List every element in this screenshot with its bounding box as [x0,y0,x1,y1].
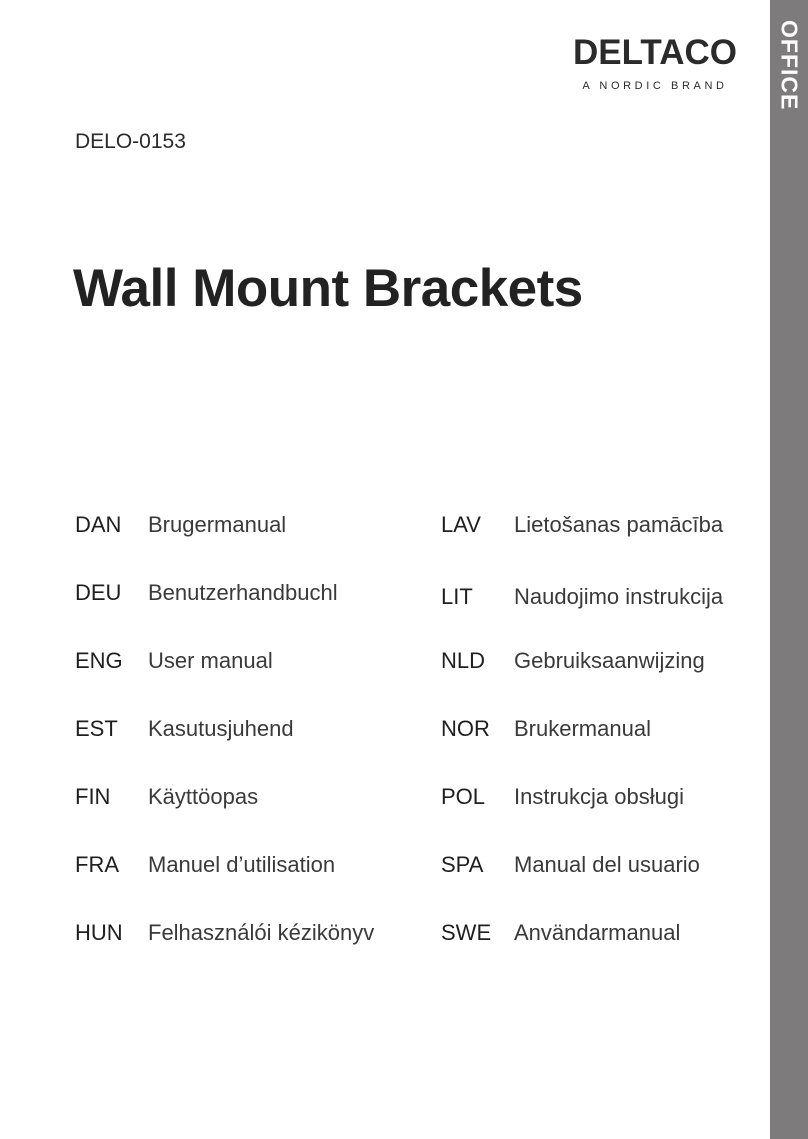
side-band [770,0,808,1139]
language-row [441,916,771,984]
language-code: EST [75,716,118,741]
page-title: Wall Mount Brackets [73,259,583,318]
language-name: Instrukcja obsługi [514,784,684,809]
language-name: Gebruiksaanwijzing [514,648,705,673]
language-name: Kasutusjuhend [148,716,294,741]
language-code: SPA [441,852,484,877]
side-label-text: OFFICE [776,20,803,111]
language-code: DAN [75,512,122,537]
language-row [75,508,405,576]
language-name: Användarmanual [514,920,681,945]
language-code: SWE [441,920,492,945]
language-name: Naudojimo instrukcija [514,584,724,609]
language-name: Felhasználói kézikönyv [148,920,375,945]
language-row [75,916,405,984]
language-row [75,780,405,848]
language-name: Brukermanual [514,716,651,741]
language-name: Manuel d’utilisation [148,852,336,877]
language-code: LAV [441,512,481,537]
language-code: NOR [441,716,490,741]
side-label [770,20,808,140]
language-row [75,848,405,916]
language-row [441,508,771,576]
language-name: Brugermanual [148,512,287,537]
language-row [441,644,771,712]
brand-name: DELTACO [573,33,737,72]
language-row [75,576,405,644]
language-code: ENG [75,648,123,673]
language-row [441,848,771,916]
language-row [441,576,771,644]
language-row [441,712,771,780]
language-code: POL [441,784,486,809]
language-code: FIN [75,784,111,809]
language-code: DEU [75,580,122,605]
language-code: NLD [441,648,486,673]
language-row [441,780,771,848]
brand-tagline: A NORDIC BRAND [582,80,728,92]
language-row [75,712,405,780]
language-name: Lietošanas pamācība [514,512,724,537]
language-name: User manual [148,648,273,673]
language-name: Manual del usuario [514,852,700,877]
brand-logo [560,34,750,92]
language-code: HUN [75,920,123,945]
language-code: FRA [75,852,119,877]
language-name: Käyttöopas [148,784,259,809]
model-number: DELO-0153 [75,130,186,153]
language-code: LIT [441,584,473,609]
language-list-left [75,508,405,984]
language-row [75,644,405,712]
language-list-right [441,508,771,984]
language-name: Benutzerhandbuchl [148,580,338,605]
